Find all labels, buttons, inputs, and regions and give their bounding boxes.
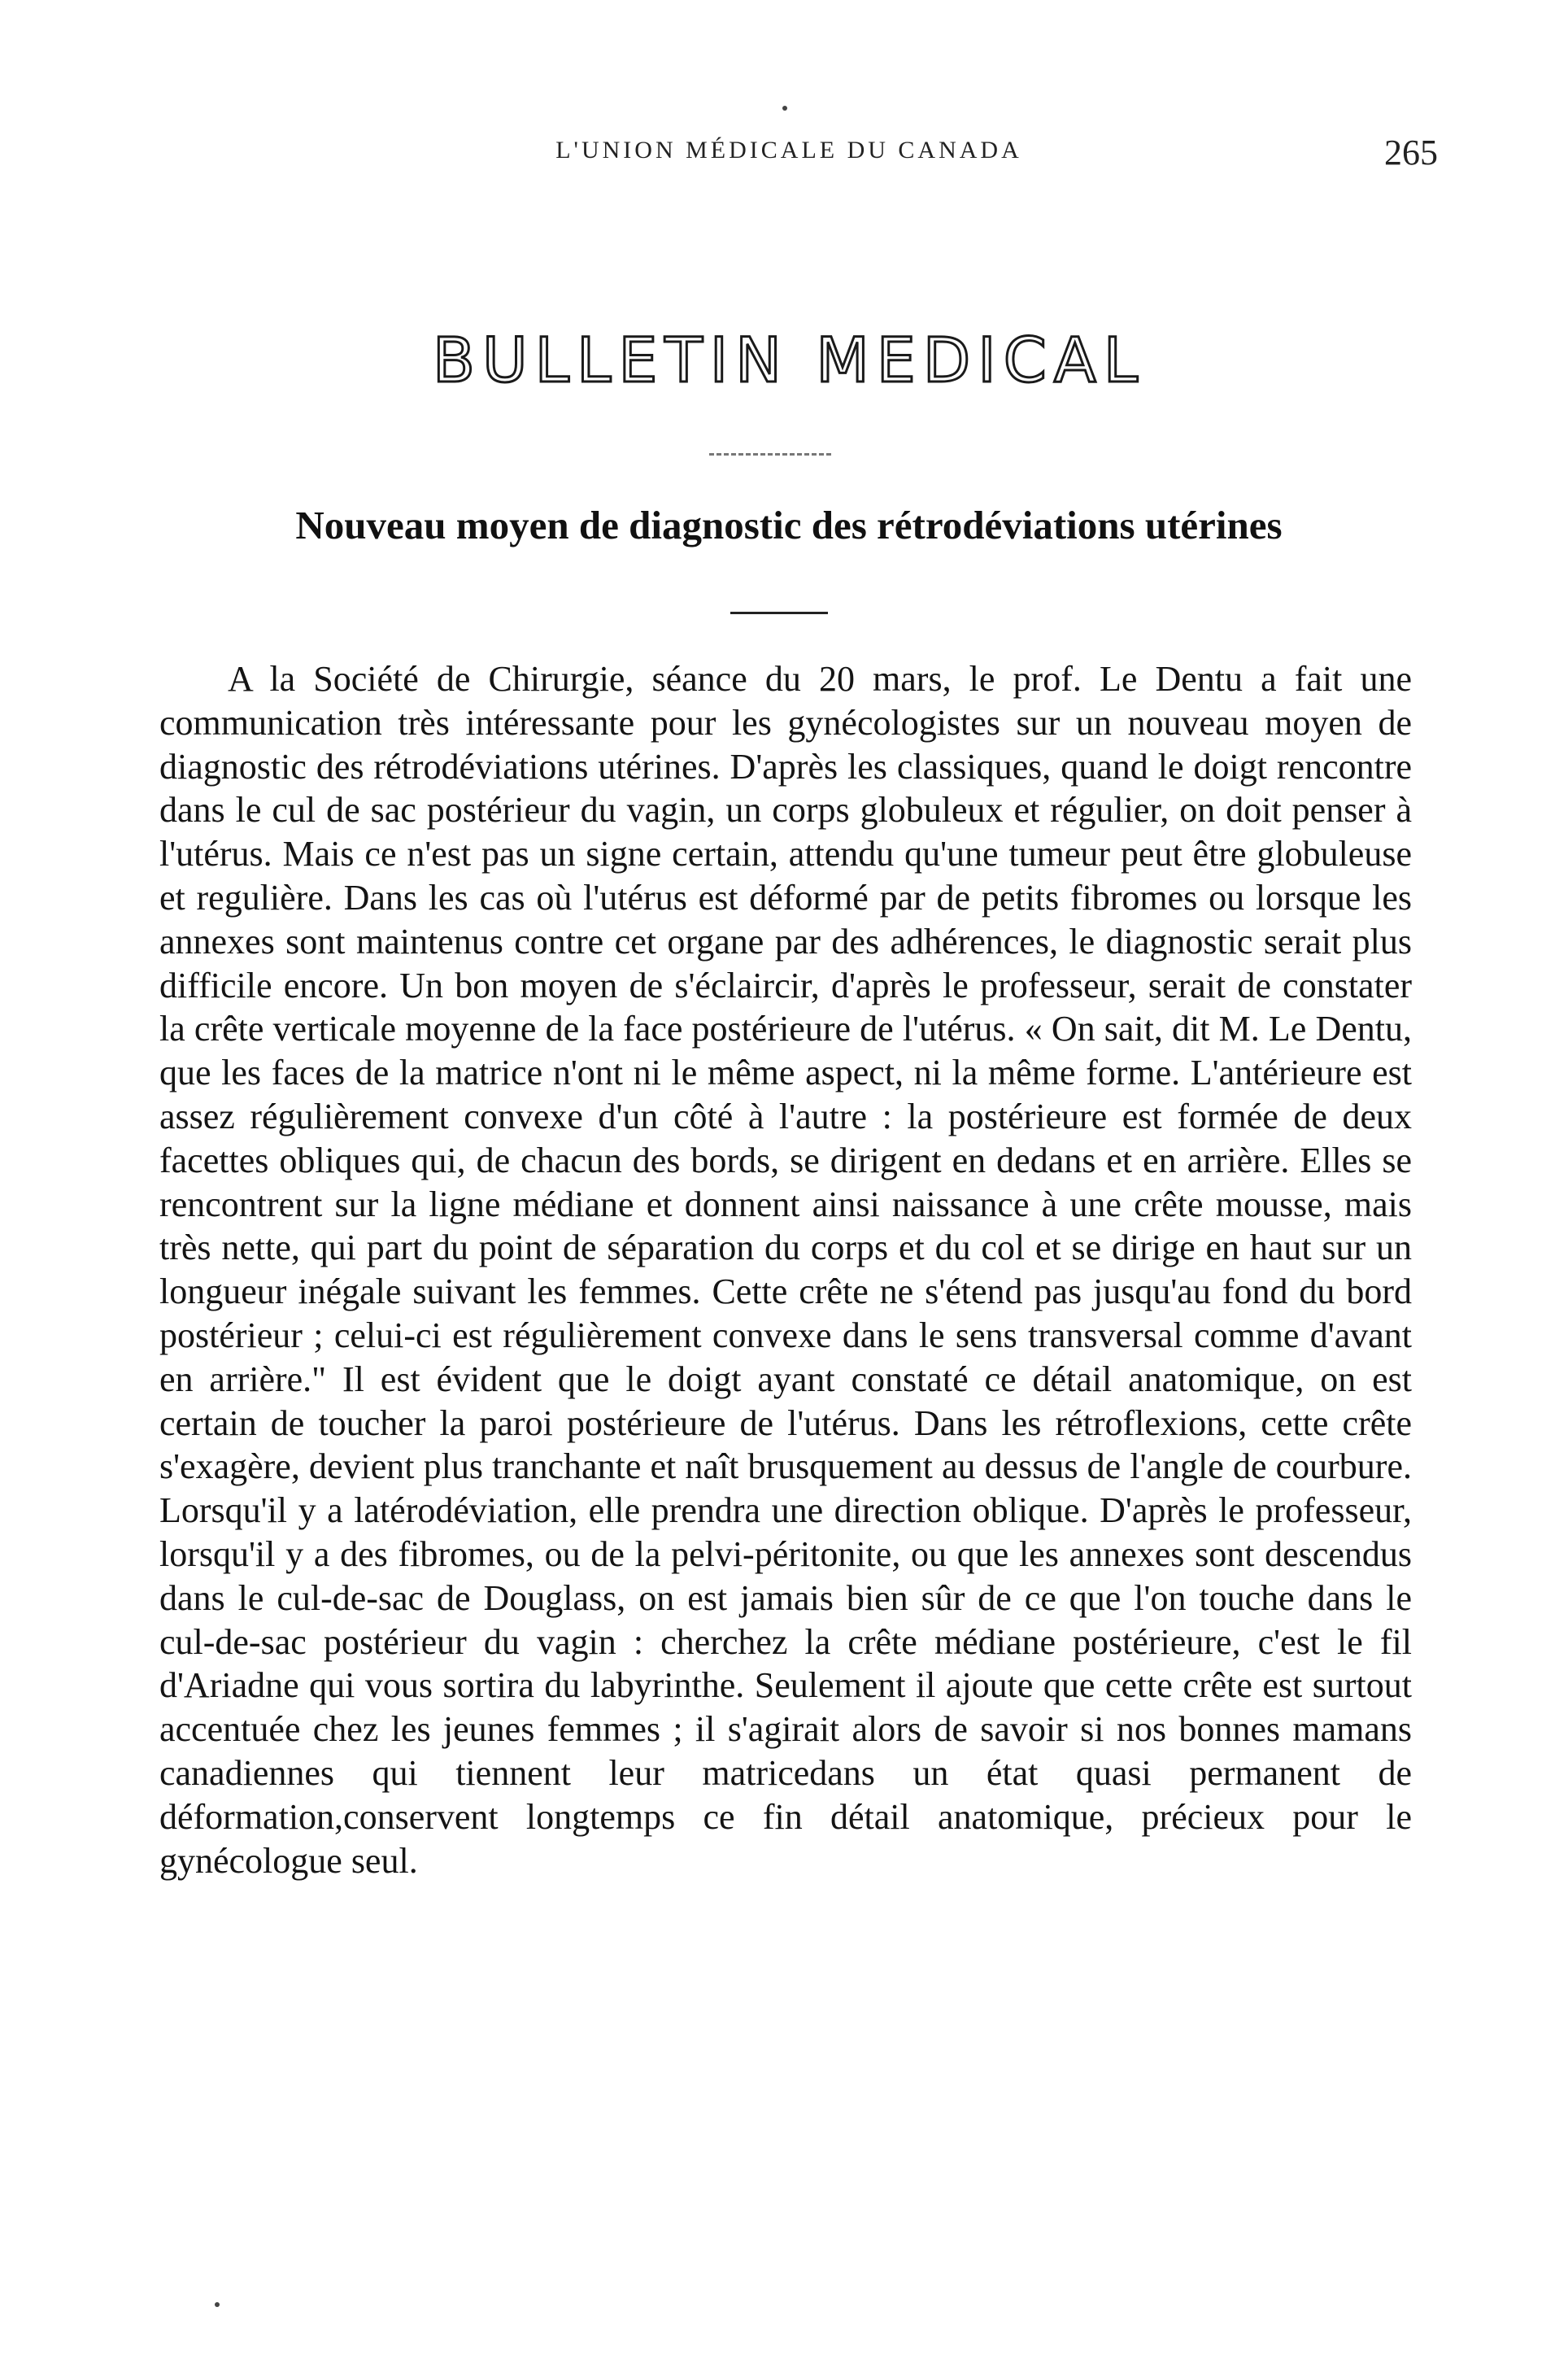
stray-dot [782,106,787,111]
article-body: A la Société de Chirurgie, séance du 20 mars, le prof. Le Dentu a fait une communication très intéressante pour les gynécologistes sur un nouveau moyen de diagnostic des rétrodéviations utérines. D'après les classiques, quand le doigt rencontre dans le cul de sac postérieur du vagin, un corps globuleux et régulier, on doit penser à l'utérus. Mais ce n'est pas un signe certain, attendu qu'une tumeur peut être globuleuse et regulière. Dans les cas où l'utérus est déformé par de petits fibromes ou lorsque les annexes sont maintenus contre cet organe par des adhérences, le diagnostic serait plus difficile encore. Un bon moyen de s'éclaircir, d'après le professeur, serait de constater la crête verticale moyenne de la face postérieure de l'utérus. « On sait, dit M. Le Dentu, que les faces de la matrice n'ont ni le même aspect, ni la même forme. L'antérieure est assez régulièrement convexe d'un côté à l'autre : la postérieure est formée de deux facettes obliques qui, de chacun des bords, se dirigent en dedans et en arrière. Elles se rencontrent sur la ligne médiane et donnent ainsi naissance à une crête mousse, mais très nette, qui part du point de séparation du corps et du col et se dirige en haut sur un longueur inégale suivant les femmes. Cette crête ne s'étend pas jusqu'au fond du bord postérieur ; celui-ci est régulièrement convexe dans le sens transversal comme d'avant en arrière." Il est évident que le doigt ayant constaté ce détail anatomique, on est certain de toucher la paroi postérieure de l'utérus. Dans les rétroflexions, cette crête s'exagère, devient plus tranchante et naît brusquement au dessus de l'angle de courbure. Lorsqu'il y a latérodéviation, elle prendra une direction oblique. D'après le professeur, lorsqu'il y a des fibromes, ou de la pelvi-péritonite, ou que les annexes sont descendus dans le cul-de-sac de Douglass, on est jamais bien sûr de ce que l'on touche dans le cul-de-sac postérieur du vagin : cherchez la crête médiane postérieure, c'est le fil d'Ariadne qui vous sortira du labyrinthe. Seulement il ajoute que cette crête est surtout accentuée chez les jeunes femmes ; il s'agirait alors de savoir si nos bonnes mamans canadiennes qui tiennent leur matricedans un état quasi permanent de déformation,conservent longtemps ce fin détail anatomique, précieux pour le gynécologue seul. [159,659,1412,1881]
title-divider [730,612,828,614]
section-title: BULLETIN MEDICAL [432,324,1146,396]
stray-dot [215,2302,220,2307]
dashed-divider [709,453,831,456]
running-head [163,133,1438,177]
article-title: Nouveau moyen de diagnostic des rétrodéviations utérines [295,503,1283,547]
running-title: L'UNION MÉDICALE DU CANADA [555,137,1022,164]
page-number: 265 [1384,133,1438,172]
